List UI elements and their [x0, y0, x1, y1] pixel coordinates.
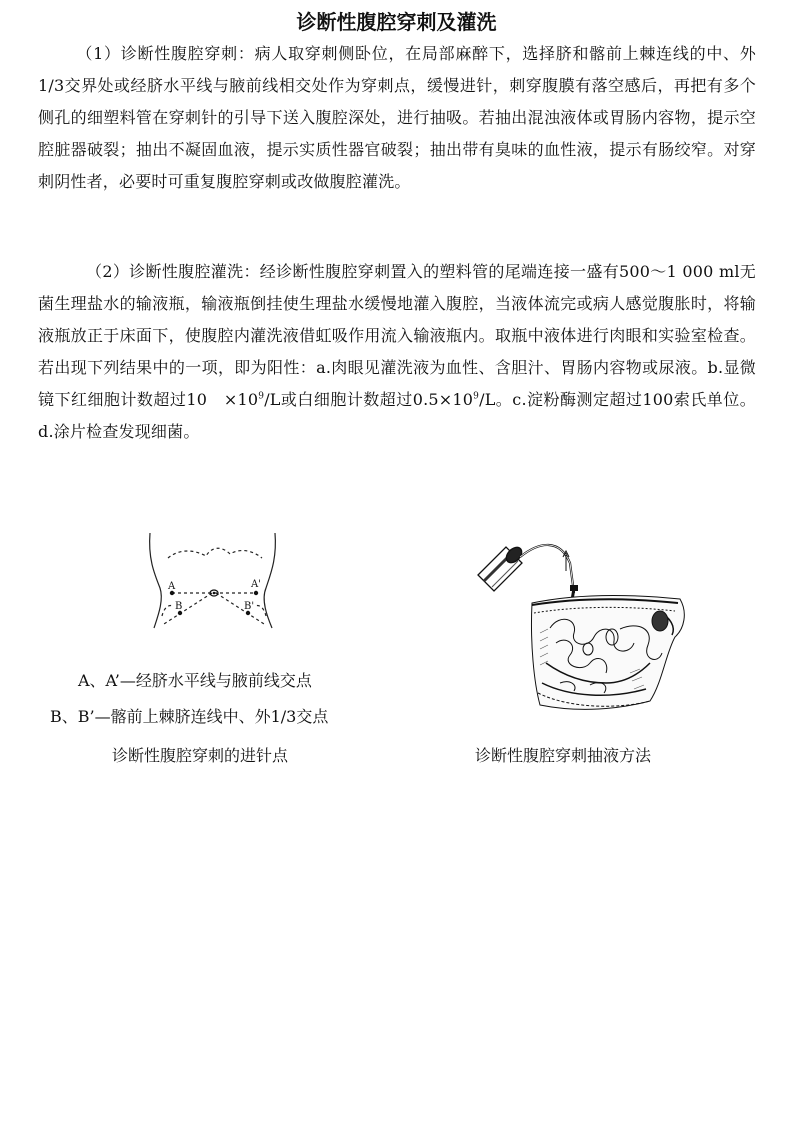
- paragraph-paracentesis: （1）诊断性腹腔穿刺：病人取穿刺侧卧位，在局部麻醉下，选择脐和髂前上棘连线的中、外1/3交界处或经脐水平线与腋前线相交处作为穿刺点，缓慢进针，刺穿腹膜有落空感后，再把有多个侧孔的细塑料管在穿刺针的引导下送入腹腔深处，进行抽吸。若抽出混浊液体或胃肠内容物，提示空腔脏器破裂；抽出不凝固血液，提示实质性器官破裂；抽出带有臭味的血性液，提示有肠绞窄。对穿刺阴性者，必要时可重复腹腔穿刺或改做腹腔灌洗。: [38, 44, 756, 191]
- pelvis-right-dashed: [254, 605, 266, 616]
- figure-right-caption: 诊断性腹腔穿刺抽液方法: [475, 746, 652, 765]
- page-title: 诊断性腹腔穿刺及灌洗: [296, 10, 497, 34]
- spine-navel-line-left: [164, 593, 212, 624]
- puncture-points-figure: [140, 528, 290, 638]
- paragraph-lavage: [38, 256, 756, 448]
- exponent-1: 9: [258, 391, 265, 402]
- pelvis-left-dashed: [162, 605, 174, 616]
- exponent-2: 9: [473, 391, 480, 402]
- lavage-text-2: /L或白细胞计数超过0.5×10: [264, 390, 474, 409]
- aspiration-method-figure: [470, 533, 690, 723]
- spine-navel-line-right: [216, 593, 264, 624]
- label-b: B: [175, 601, 183, 612]
- figure-left-legend-b: B、B’—髂前上棘脐连线中、外1/3交点: [50, 707, 329, 726]
- torso-left-outline: [150, 533, 162, 628]
- syringe: [478, 544, 525, 591]
- point-a-prime: [254, 591, 258, 595]
- label-a: A: [168, 581, 176, 592]
- figure-left-caption: 诊断性腹腔穿刺的进针点: [112, 746, 289, 765]
- lavage-text-1: （2）诊断性腹腔灌洗：经诊断性腹腔穿刺置入的塑料管的尾端连接一盛有500～1 000 ml无菌生理盐水的输液瓶，输液瓶倒挂使生理盐水缓慢地灌入腹腔，当液体流完或病人感觉腹胀时，将输液瓶放正于床面下，使腹腔内灌洗液借虹吸作用流入输液瓶内。取瓶中液体进行肉眼和实验室检查。若出现下列结果中的一项，即为阳性：a.肉眼见灌洗液为血性、含胆汁、胃肠内容物或尿液。b.显微镜下红细胞计数超过10 ×10: [38, 262, 756, 409]
- lavage-text-3: /L。c.淀粉酶测定超过100索氏单位。d.涂片检查发现细菌。: [38, 390, 756, 441]
- abdomen-section: [531, 596, 684, 710]
- rib-margin-dashed: [168, 548, 262, 558]
- label-a-prime: A': [251, 579, 261, 590]
- figure-left-legend-a: A、A’—经脐水平线与腋前线交点: [78, 671, 312, 690]
- label-b-prime: B': [244, 601, 255, 612]
